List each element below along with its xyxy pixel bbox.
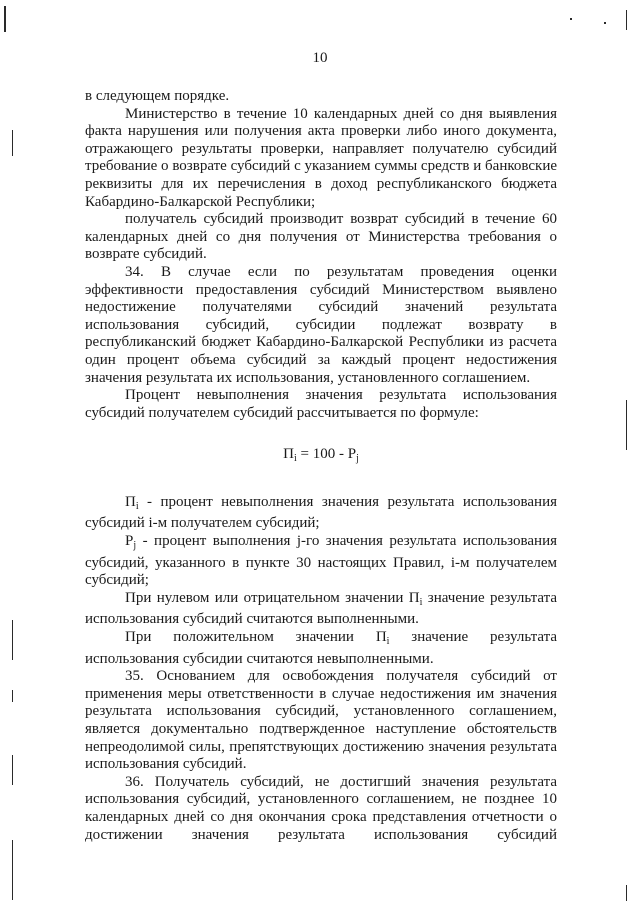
paragraph-zero-value xyxy=(85,590,557,629)
formula-lhs: П xyxy=(283,446,294,463)
paragraph-def-pj xyxy=(85,533,557,590)
scan-mark-left-4 xyxy=(12,690,13,702)
zero-value-text-b: значение результата использования субсидий считаются выполненными. xyxy=(85,589,558,628)
def-pj-text: - процент выполнения j-го значения результата использования субсидий, указанного в пункте 30 настоящих Правил, i-м получателем субсидий; xyxy=(85,533,557,589)
scan-mark-left-5 xyxy=(12,755,13,785)
scan-mark-left-2 xyxy=(12,130,13,156)
paragraph-order: в следующем порядке. xyxy=(85,88,230,104)
scan-dot-1 xyxy=(570,18,572,20)
formula-rhs-subscript: j xyxy=(356,453,359,465)
symbol-pi-inline-2-subscript: i xyxy=(386,636,390,648)
scan-mark-right-2 xyxy=(626,400,627,450)
scan-mark-left-3 xyxy=(12,620,13,660)
page-number: 10 xyxy=(312,50,328,66)
scan-mark-left-1 xyxy=(4,6,6,32)
symbol-pi: П xyxy=(125,493,136,510)
paragraph-item-34: 34. В случае если по результатам проведения оценки эффективности предоставления субсидий Министерством выявлено недостижение получателями субсидий значений результата использования субсидий, субсидии подлежат возврату в республиканский бюджет Кабардино-Балкарской Республики из расчета один процент объема субсидий за каждый процент недостижения значения результата их использования, установленного соглашением. xyxy=(85,263,557,386)
positive-value-text-a: При положительном значении xyxy=(125,629,376,646)
positive-value-text-b: значение результата использования субсидии считаются невыполненными. xyxy=(85,629,558,667)
formula-lhs-subscript: i xyxy=(293,453,297,465)
scan-mark-right-1 xyxy=(626,10,627,30)
def-pi-text: - процент невыполнения значения результата использования субсидий i-м получателем субсидий; xyxy=(85,493,557,532)
formula-rhs: = 100 - Р xyxy=(296,446,357,463)
paragraph-percent-formula-intro: Процент невыполнения значения результата использования субсидий получателем субсидий рассчитывается по формуле: xyxy=(85,387,557,421)
paragraph-ministry-notice: Министерство в течение 10 календарных дней со дня выявления факта нарушения или получения акта проверки либо иного документа, отражающего результаты проверки, направляет получателю субсидий требование о возврате субсидий с указанием суммы средств и банковские реквизиты для их перечисления в доход республиканского бюджета Кабардино-Балкарской Республики; xyxy=(85,105,557,210)
symbol-pj: Р xyxy=(125,533,134,550)
scan-mark-left-6 xyxy=(12,840,13,900)
symbol-pi-subscript: i xyxy=(135,500,139,512)
symbol-pi-inline-subscript: i xyxy=(419,596,423,608)
paragraph-item-35: 35. Основанием для освобождения получателя субсидий от применения меры ответственности в случае недостижения им значения результата использования субсидий, установленного соглашением, является документально подтвержденное наступление обстоятельств непреодолимой силы, препятствующих достижению значения результата использования субсидий. xyxy=(85,668,557,773)
document-body xyxy=(85,88,557,844)
symbol-pj-subscript: j xyxy=(133,540,137,552)
paragraph-item-36: 36. Получатель субсидий, не достигший значения результата использования субсидий, установленного соглашением, не позднее 10 календарных дней со дня окончания срока представления отчетности о достижении значения результата использования субсидий xyxy=(85,773,557,843)
formula xyxy=(85,446,557,468)
symbol-pi-inline: П xyxy=(408,589,420,606)
scan-dot-2 xyxy=(604,22,606,24)
paragraph-def-pi xyxy=(85,494,557,533)
zero-value-text-a: При нулевом или отрицательном значении xyxy=(125,589,409,606)
paragraph-refund-term: получатель субсидий производит возврат субсидий в течение 60 календарных дней со дня получения от Министерства требования о возврате субсидий. xyxy=(85,211,557,263)
scan-mark-right-3 xyxy=(626,885,627,901)
paragraph-positive-value xyxy=(85,629,557,668)
symbol-pi-inline-2: П xyxy=(375,629,387,646)
